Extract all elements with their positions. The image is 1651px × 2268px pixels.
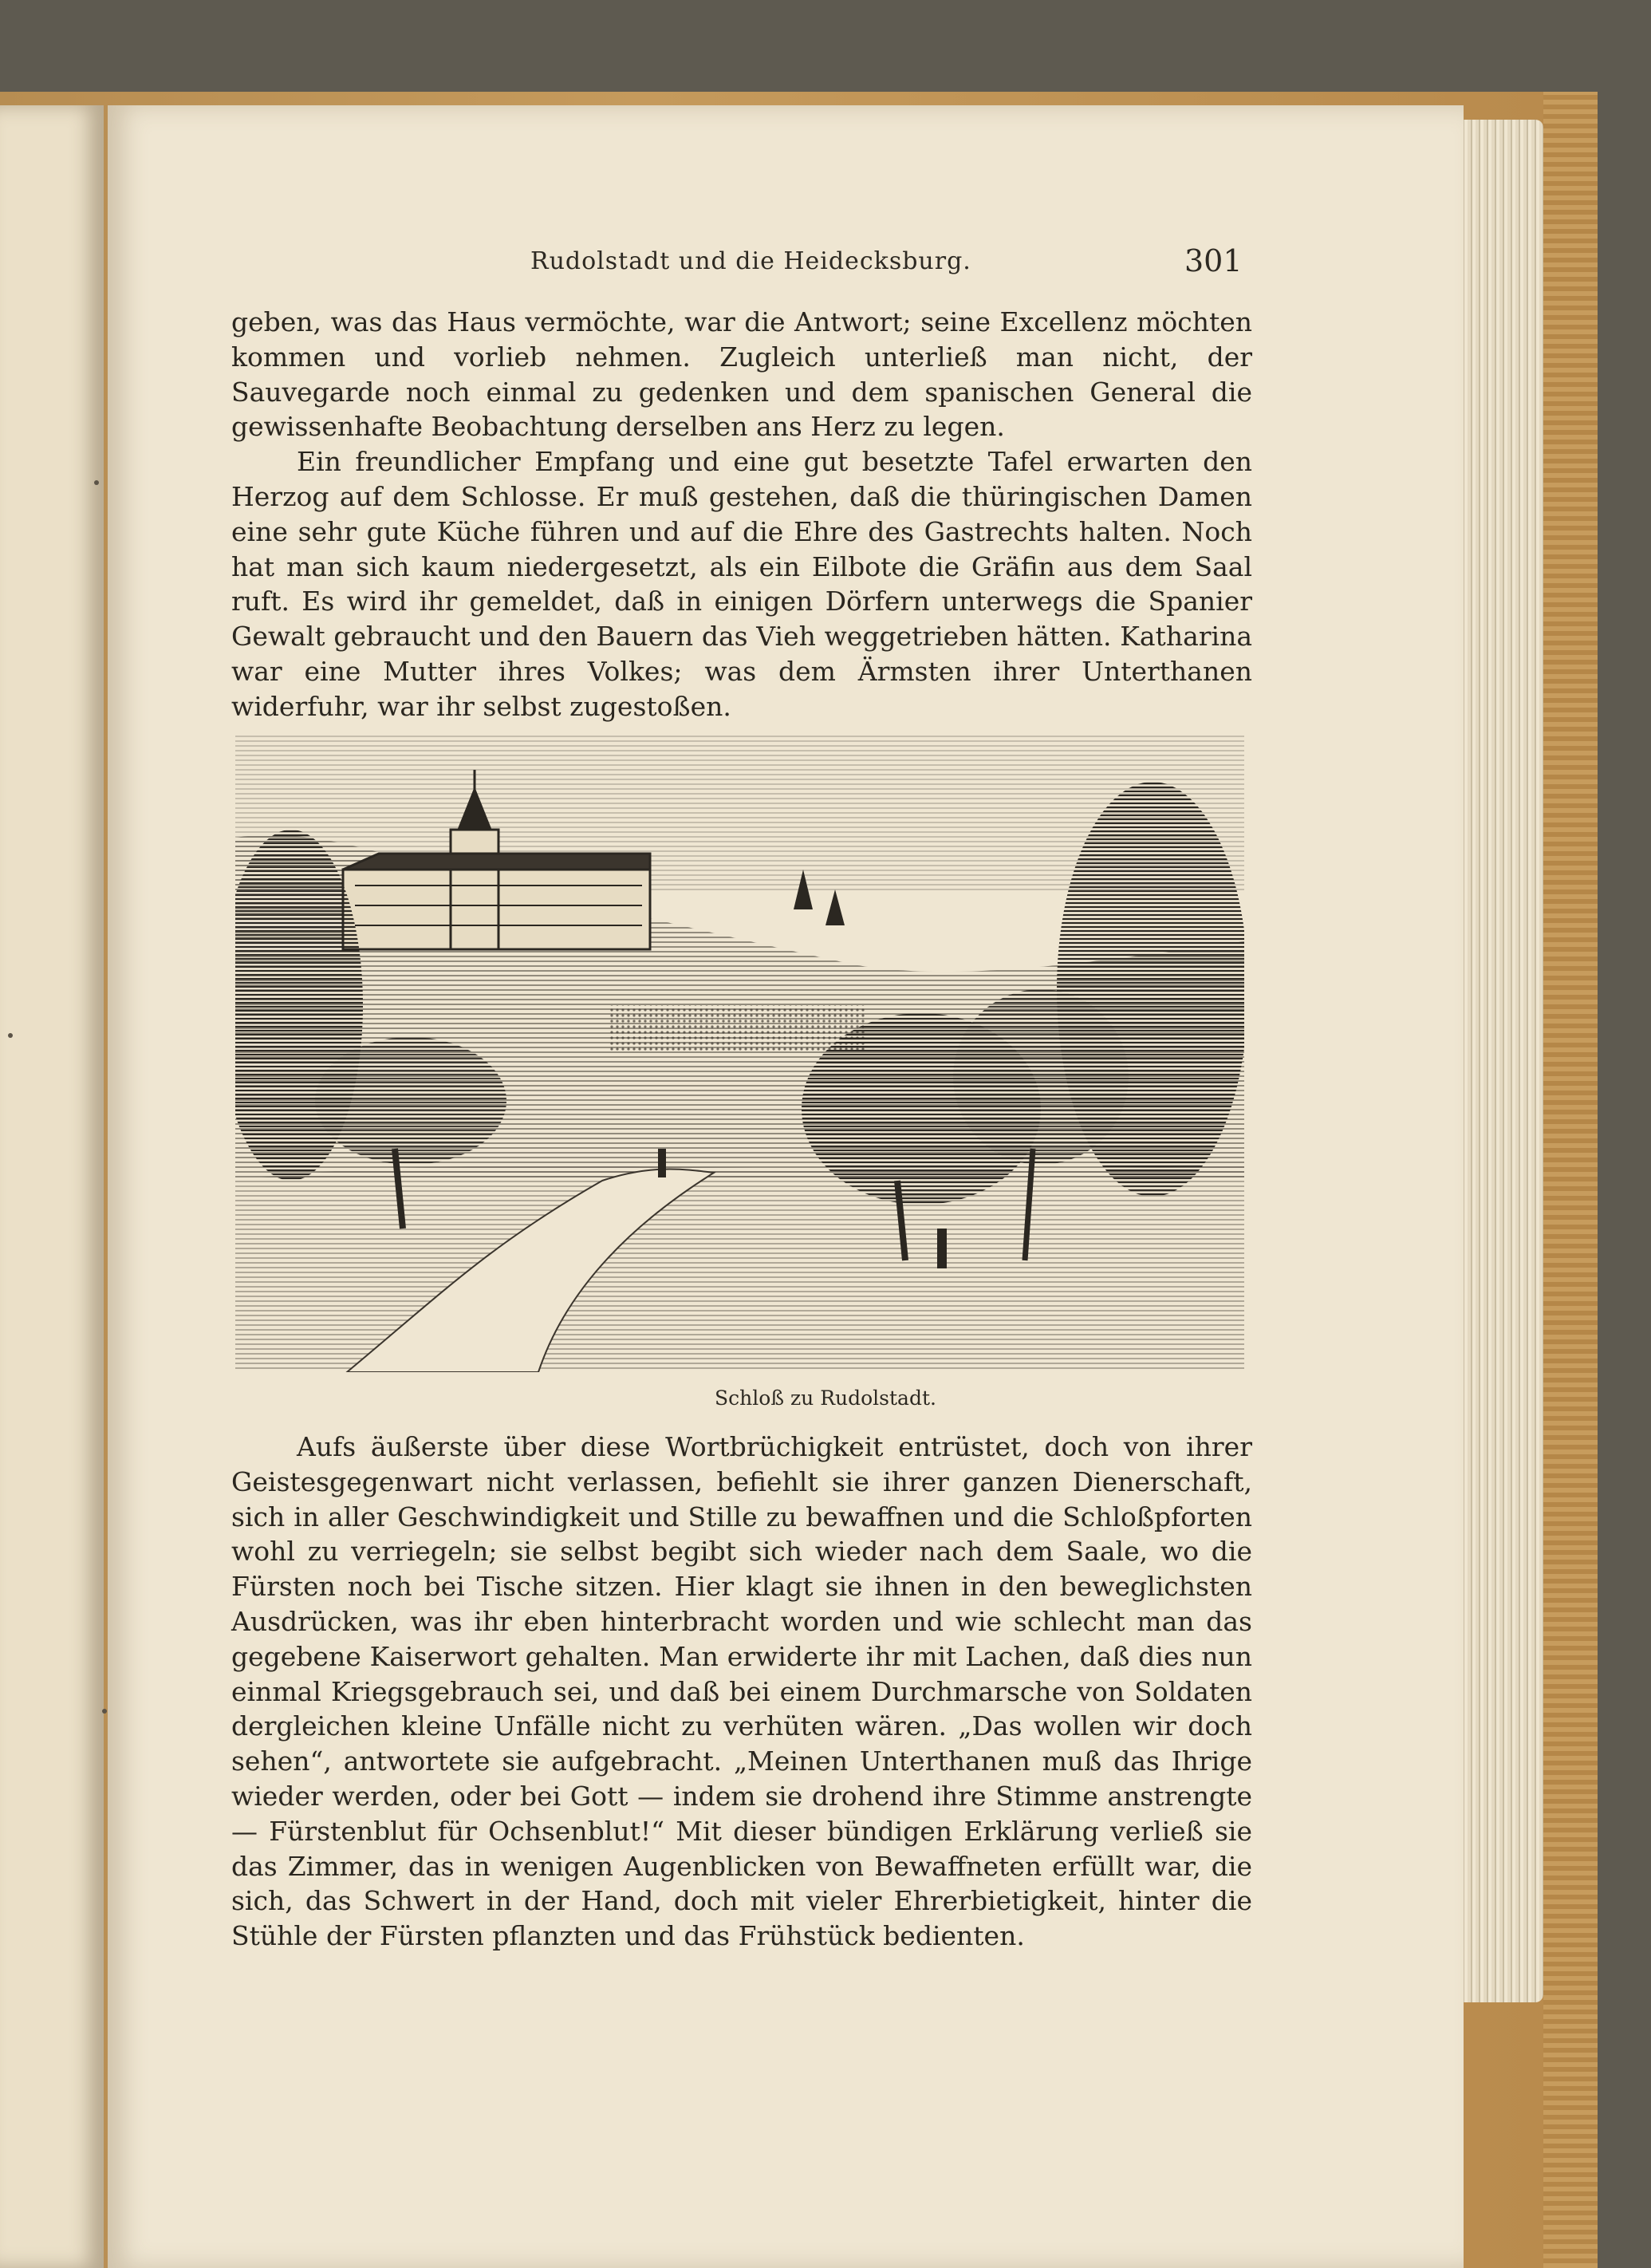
figure	[937, 1229, 947, 1268]
engraving-schloss-rudolstadt	[235, 734, 1244, 1372]
paragraph: Ein freundlicher Empfang und eine gut besetzte Tafel erwarten den Herzog auf dem Schlosse. Er muß gestehen, daß die thüringischen Damen eine sehr gute Küche führen und auf die Ehre des Gastrechts halten. Noch hat man sich kaum niedergesetzt, als ein Eilbote die Gräfin aus dem Saal ruft. Es wird ihr gemeldet, daß in einigen Dörfern unterwegs die Spanier Gewalt gebraucht und den Bauern das Vieh weggetrieben hätten. Katharina war eine Mutter ihres Volkes; was dem Ärmsten ihrer Unterthanen widerfuhr, war ihr selbst zugestoßen.	[231, 446, 1252, 722]
previous-page	[0, 105, 104, 2268]
margin-speck	[94, 480, 99, 485]
paragraph: Aufs äußerste über diese Wortbrüchigkeit entrüstet, doch von ihrer Geistesgegenwart nicht verlassen, befiehlt sie ihrer ganzen Dienerschaft, sich in aller Geschwindigkeit und Stille zu bewaffnen und die Schloßpforten wohl zu verriegeln; sie selbst begibt sich wieder nach dem Saale, wo die Fürsten noch bei Tische sitzen. Hier klagt sie ihnen in den beweglichsten Ausdrücken, was ihr eben hinterbracht worden und wie schlecht man das gegebene Kaiserwort gehalten. Man erwiderte ihr mit Lachen, daß dies nun einmal Kriegsgebrauch sei, und daß bei einem Durchmarsche von Soldaten dergleichen kleine Unfälle nicht zu verhüten wären. „Das wollen wir doch sehen“, antwortete sie aufgebracht. „Meinen Unterthanen muß das Ihrige wieder werden, oder bei Gott — indem sie drohend ihre Stimme anstrengte — Fürstenblut für Ochsenblut!“ Mit dieser bündigen Erklärung verließ sie das Zimmer, das in wenigen Augenblicken von Bewaffneten erfüllt war, die sich, das Schwert in der Hand, doch mit vieler Ehrerbietigkeit, hinter die Stühle der Fürsten pflanzten und das Frühstück bedienten.	[231, 1431, 1252, 1952]
running-header: Rudolstadt und die Heidecksburg.	[530, 247, 971, 275]
tree	[953, 989, 1129, 1165]
cover-edge	[1543, 92, 1598, 2268]
margin-speck	[8, 1033, 13, 1038]
figure-caption: Schloß zu Rudolstadt.	[715, 1386, 936, 1410]
town	[610, 1005, 865, 1053]
figure	[658, 1149, 666, 1177]
paragraph: geben, was das Haus vermöchte, war die Antwort; seine Excellenz möchten kommen und vorlieb nehmen. Zugleich unterließ man nicht, der Sauvegarde noch einmal zu gedenken und dem spanischen General die gewissenhafte Beobachtung derselben ans Herz zu legen.	[231, 306, 1252, 443]
church-spire	[826, 889, 845, 925]
text-block-bottom	[231, 1430, 1252, 1954]
page-block-edge	[1460, 120, 1543, 2002]
tree	[315, 1037, 506, 1165]
page-number: 301	[1184, 243, 1243, 278]
text-block-top	[231, 305, 1252, 724]
margin-speck	[102, 1709, 107, 1714]
